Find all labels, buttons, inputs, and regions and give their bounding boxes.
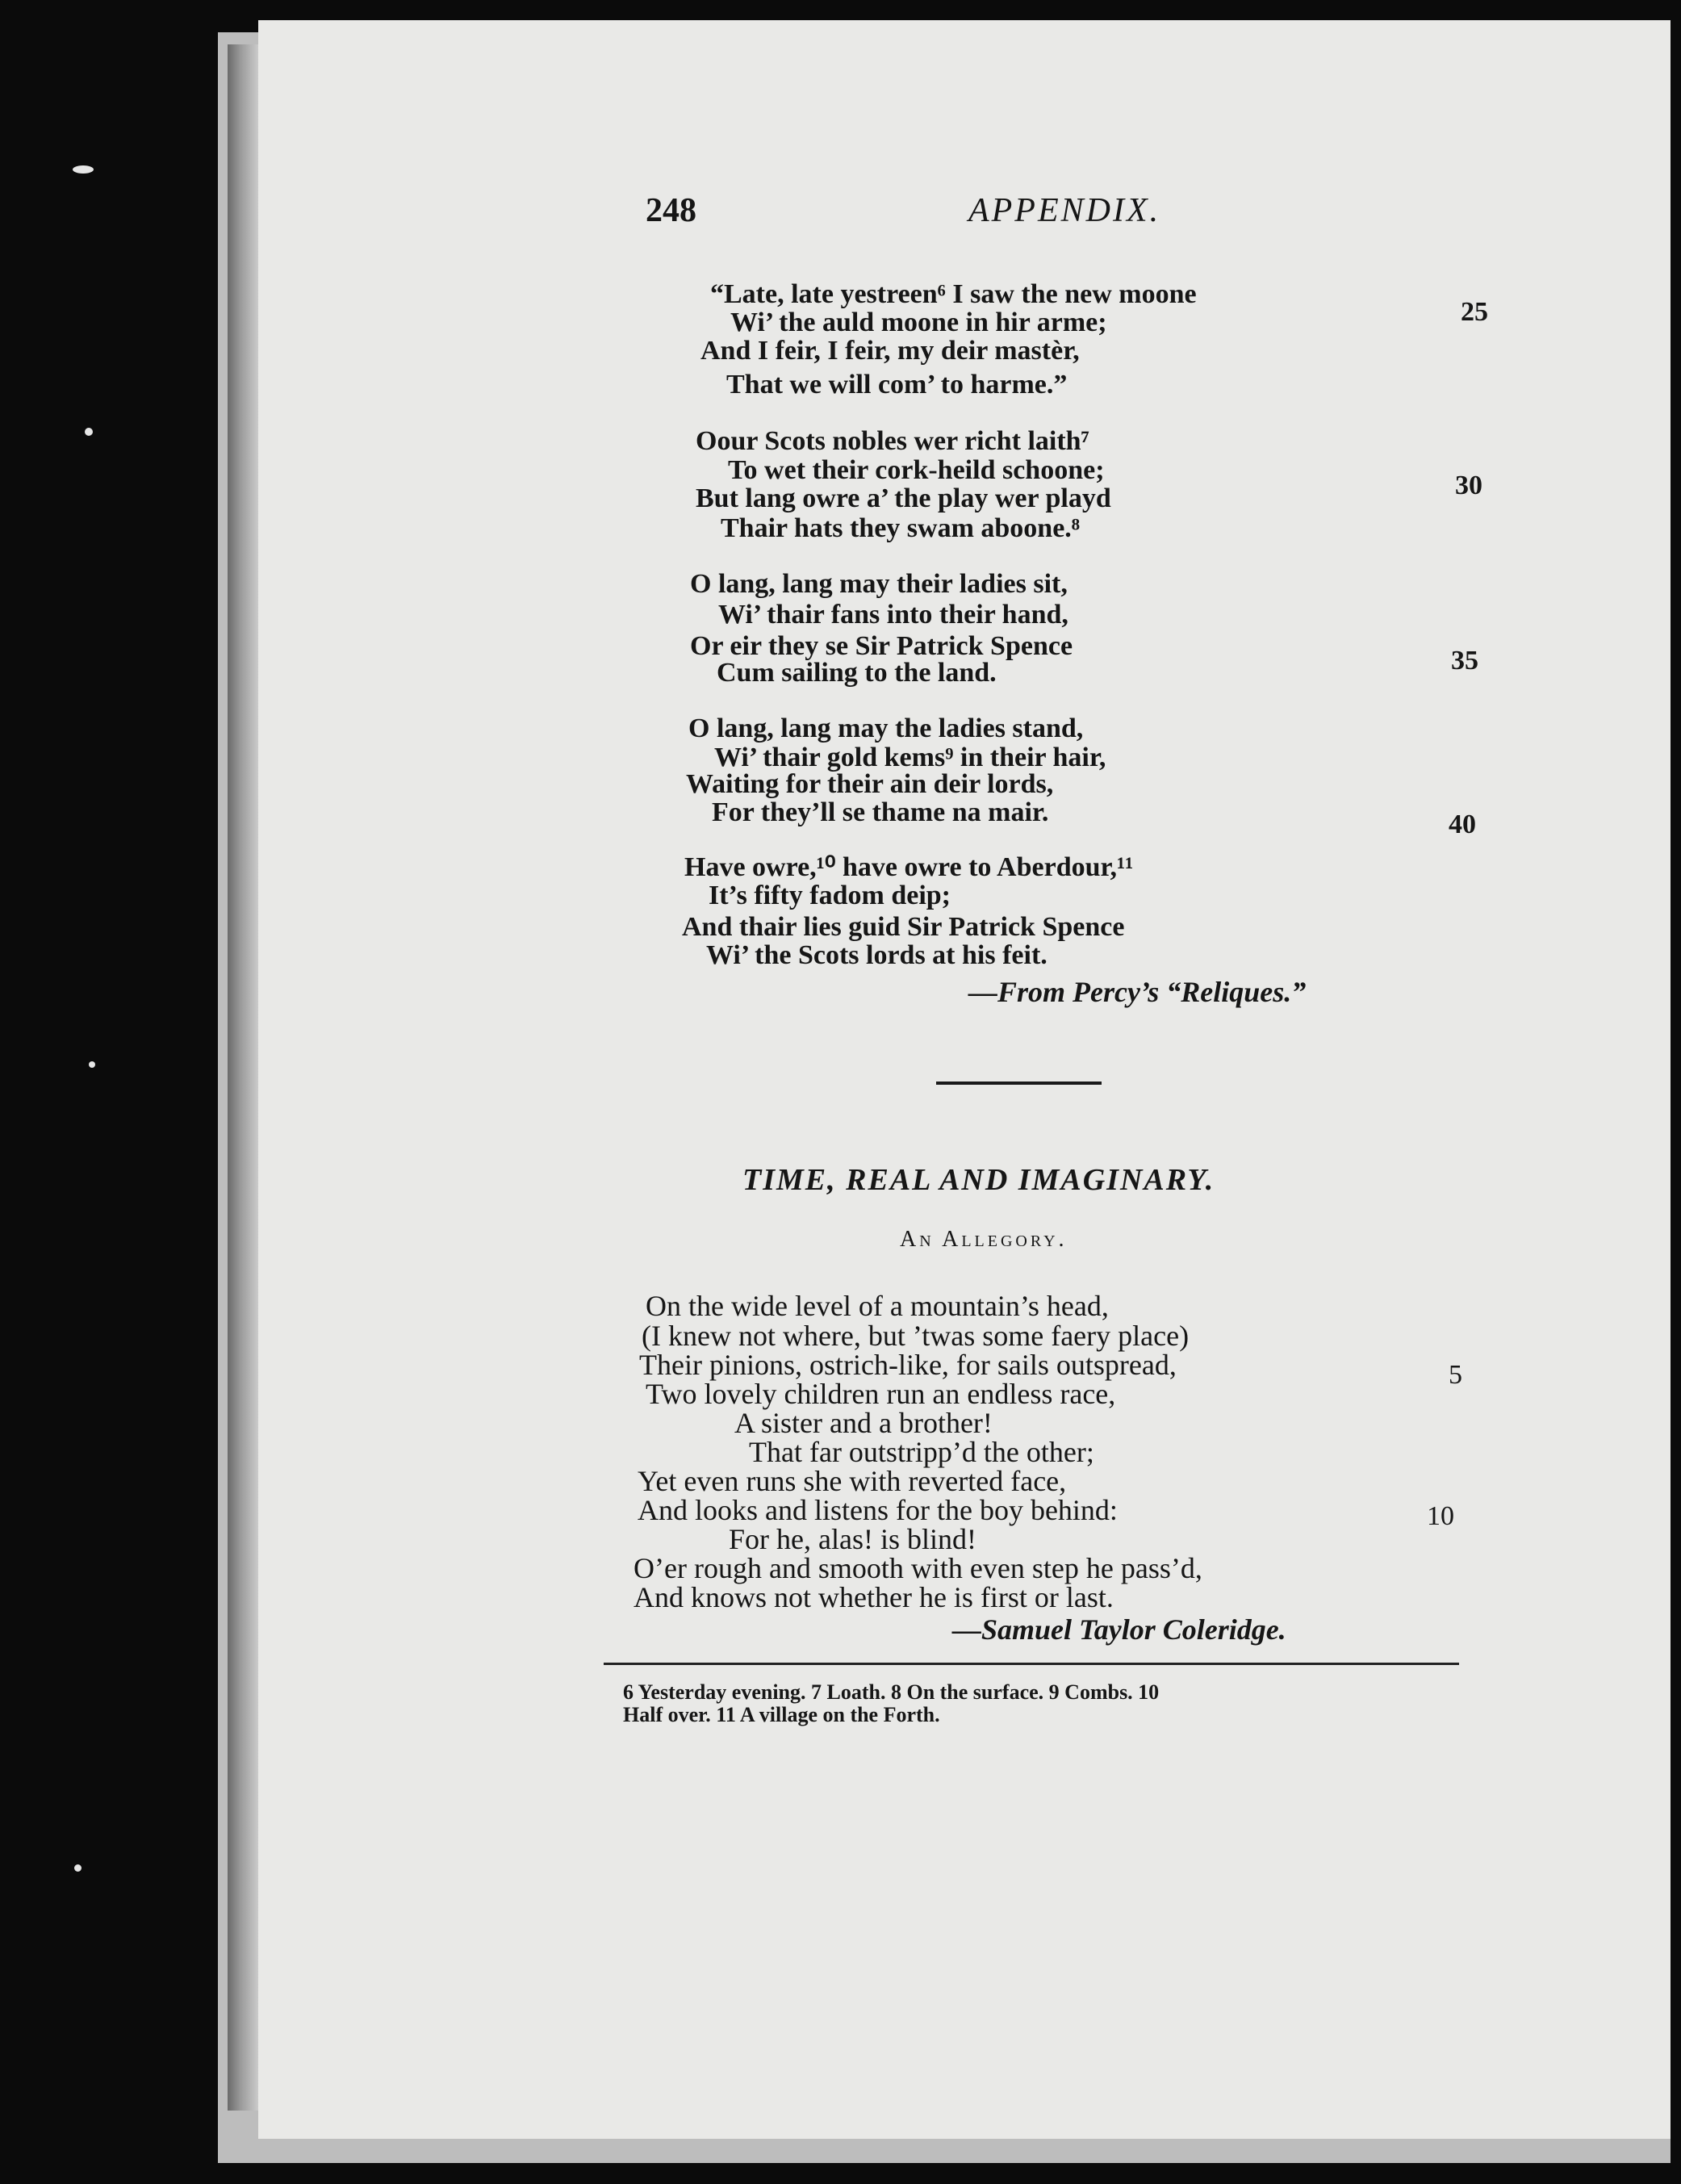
poem-line: Wi’ the Scots lords at his feit. [706, 940, 1047, 970]
poem-line: Yet even runs she with reverted face, [638, 1465, 1067, 1497]
paper-speck [89, 1061, 95, 1068]
poem-line: Two lovely children run an endless race, [646, 1378, 1116, 1410]
poem-subtitle: An Allegory. [900, 1227, 1068, 1252]
page-number: 248 [646, 192, 696, 229]
poem-line: That far outstripp’d the other; [749, 1436, 1094, 1468]
running-title: APPENDIX. [968, 192, 1161, 229]
footnote-rule [604, 1663, 1459, 1665]
footnote-line: 6 Yesterday evening. 7 Loath. 8 On the surface. 9 Combs. 10 [623, 1680, 1160, 1704]
paper-speck [85, 428, 93, 436]
poem-line: And I feir, I feir, my deir mastèr, [700, 336, 1080, 366]
poem-line: Wi’ thair gold kems⁹ in their hair, [714, 743, 1106, 772]
line-number: 25 [1461, 297, 1488, 327]
footnotes [623, 1681, 1462, 1726]
page-edge-shadow [228, 44, 260, 2111]
line-number: 35 [1451, 646, 1478, 676]
poem-line: For they’ll se thame na mair. [712, 797, 1049, 827]
poem-line: It’s fifty fadom deip; [709, 881, 951, 910]
page-header [646, 191, 1194, 240]
poem-line: (I knew not where, but ’twas some faery place) [642, 1320, 1190, 1352]
poem-line: Thair hats they swam aboone.⁸ [721, 513, 1081, 543]
poem-line: On the wide level of a mountain’s head, [646, 1290, 1109, 1322]
poem-line: Waiting for their ain deir lords, [686, 769, 1054, 799]
poem-line: Their pinions, ostrich-like, for sails outspread, [639, 1349, 1177, 1381]
poem-attribution: —Samuel Taylor Coleridge. [952, 1613, 1286, 1646]
poem-line: And knows not whether he is first or last. [634, 1581, 1114, 1613]
paper-speck [73, 165, 94, 174]
poem-line: A sister and a brother! [734, 1407, 993, 1439]
poem-line: That we will com’ to harme.” [726, 370, 1068, 400]
poem-line: But lang owre a’ the play wer playd [696, 483, 1111, 513]
poem-line: O’er rough and smooth with even step he pass’d, [634, 1552, 1202, 1584]
poem-line: “Late, late yestreen⁶ I saw the new moone [710, 279, 1197, 309]
poem-line: And looks and listens for the boy behind: [638, 1494, 1118, 1526]
poem-line: Or eir they se Sir Patrick Spence [690, 631, 1073, 661]
poem-attribution: —From Percy’s “Reliques.” [968, 976, 1307, 1008]
line-number: 10 [1427, 1501, 1454, 1531]
poem-line: And thair lies guid Sir Patrick Spence [682, 912, 1125, 942]
footnote-line: Half over. 11 A village on the Forth. [623, 1703, 940, 1726]
poem-line: O lang, lang may their ladies sit, [690, 569, 1068, 599]
line-number: 5 [1449, 1360, 1462, 1390]
line-number: 40 [1449, 810, 1476, 839]
poem-title: TIME, REAL AND IMAGINARY. [742, 1163, 1215, 1197]
section-divider [936, 1082, 1102, 1085]
paper-speck [74, 1864, 82, 1872]
poem-line: For he, alas! is blind! [729, 1523, 976, 1555]
poem-line: Have owre,¹⁰ have owre to Aberdour,¹¹ [684, 852, 1134, 882]
poem-line: Cum sailing to the land. [717, 658, 997, 688]
poem-line: O lang, lang may the ladies stand, [688, 713, 1084, 743]
poem-line: Oour Scots nobles wer richt laith⁷ [696, 426, 1089, 456]
poem-line: To wet their cork-heild schoone; [728, 455, 1105, 485]
line-number: 30 [1455, 471, 1482, 500]
poem-line: Wi’ the auld moone in hir arme; [730, 308, 1107, 337]
poem-line: Wi’ thair fans into their hand, [718, 600, 1068, 630]
